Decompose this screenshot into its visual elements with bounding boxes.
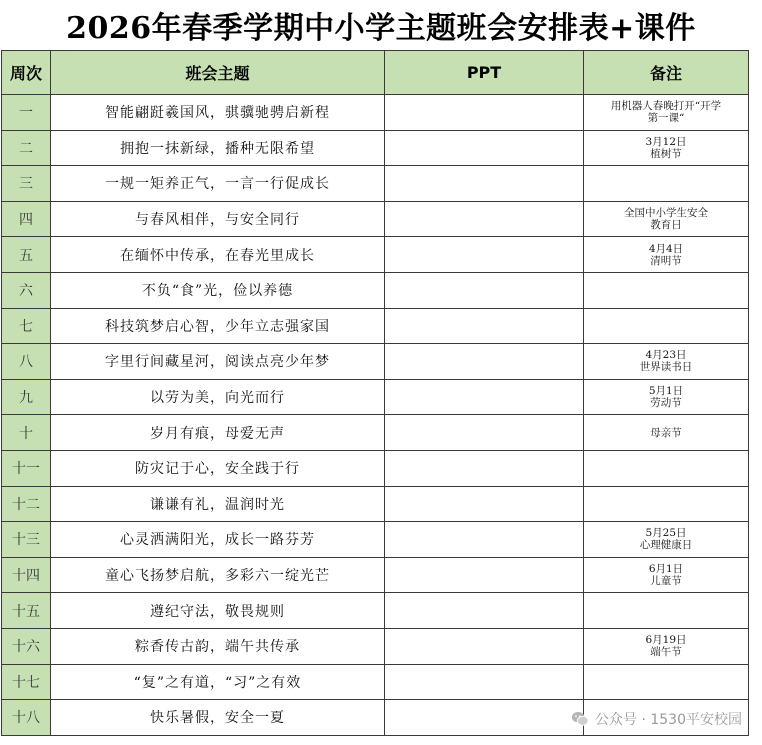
ppt-cell[interactable] <box>385 308 584 344</box>
ppt-cell[interactable] <box>385 272 584 308</box>
theme-cell: 字里行间藏星河，阅读点亮少年梦 <box>51 344 385 380</box>
note-cell <box>584 628 749 664</box>
schedule-table <box>1 50 749 736</box>
ppt-cell[interactable] <box>385 450 584 486</box>
table-row <box>2 237 749 273</box>
theme-cell: 智能翩跹羲国风，骐骥驰骋启新程 <box>51 95 385 131</box>
table-row <box>2 344 749 380</box>
week-cell: 五 <box>2 237 51 273</box>
table-row <box>2 522 749 558</box>
table-row <box>2 450 749 486</box>
note-line: 植树节 <box>650 147 682 160</box>
table-row <box>2 130 749 166</box>
note-cell <box>584 272 749 308</box>
ppt-cell[interactable] <box>385 379 584 415</box>
note-cell <box>584 664 749 700</box>
note-line: 全国中小学生安全 <box>624 207 708 220</box>
header-ppt: PPT <box>385 51 584 95</box>
theme-cell: “复”之有道，“习”之有效 <box>51 664 385 700</box>
table-row <box>2 201 749 237</box>
week-cell: 三 <box>2 166 51 202</box>
page-title: 2026年春季学期中小学主题班会安排表+课件 <box>66 11 696 46</box>
note-line: 5月1日 <box>648 385 684 398</box>
note-line: 儿童节 <box>650 575 682 588</box>
ppt-cell[interactable] <box>385 95 584 131</box>
week-cell: 十五 <box>2 593 51 629</box>
theme-cell: 岁月有痕，母爱无声 <box>51 415 385 451</box>
table-row <box>2 593 749 629</box>
note-cell <box>584 593 749 629</box>
ppt-cell[interactable] <box>385 628 584 664</box>
week-cell: 七 <box>2 308 51 344</box>
note-cell <box>584 344 749 380</box>
week-cell: 十一 <box>2 450 51 486</box>
ppt-cell[interactable] <box>385 557 584 593</box>
week-cell: 四 <box>2 201 51 237</box>
week-cell: 十三 <box>2 522 51 558</box>
ppt-cell[interactable] <box>385 415 584 451</box>
theme-cell: 遵纪守法，敬畏规则 <box>51 593 385 629</box>
note-cell <box>584 486 749 522</box>
note-cell <box>584 557 749 593</box>
note-line: 4月4日 <box>648 242 684 255</box>
note-line: 6月19日 <box>645 634 687 647</box>
ppt-cell[interactable] <box>385 700 584 736</box>
table-row <box>2 415 749 451</box>
ppt-cell[interactable] <box>385 664 584 700</box>
week-cell: 十二 <box>2 486 51 522</box>
table-body <box>2 95 749 736</box>
table-row <box>2 272 749 308</box>
note-cell <box>584 522 749 558</box>
theme-cell: 一规一矩养正气，一言一行促成长 <box>51 166 385 202</box>
week-cell: 十六 <box>2 628 51 664</box>
ppt-cell[interactable] <box>385 166 584 202</box>
theme-cell: 不负“食”光，俭以养德 <box>51 272 385 308</box>
table-row <box>2 486 749 522</box>
note-line: 劳动节 <box>650 397 682 410</box>
note-line: 用机器人春晚打开“开学 <box>610 100 722 113</box>
week-cell: 九 <box>2 379 51 415</box>
ppt-cell[interactable] <box>385 201 584 237</box>
ppt-cell[interactable] <box>385 522 584 558</box>
theme-cell: 在缅怀中传承，在春光里成长 <box>51 237 385 273</box>
note-line: 第一课“ <box>647 112 685 125</box>
note-line: 5月25日 <box>645 527 687 540</box>
theme-cell: 童心飞扬梦启航，多彩六一绽光芒 <box>51 557 385 593</box>
note-line: 3月12日 <box>645 135 687 148</box>
note-line: 6月1日 <box>648 563 684 576</box>
week-cell: 十七 <box>2 664 51 700</box>
table-row <box>2 95 749 131</box>
header-note: 备注 <box>584 51 749 95</box>
table-row <box>2 628 749 664</box>
note-line: 世界读书日 <box>639 361 693 374</box>
week-cell: 二 <box>2 130 51 166</box>
ppt-cell[interactable] <box>385 593 584 629</box>
table-row <box>2 664 749 700</box>
note-cell <box>584 450 749 486</box>
note-cell <box>584 415 749 451</box>
note-line: 母亲节 <box>650 426 682 439</box>
note-line: 心理健康日 <box>639 539 693 552</box>
note-cell <box>584 95 749 131</box>
note-line: 教育日 <box>650 219 682 232</box>
watermark-text: 公众号 · 1530平安校园 <box>595 712 742 728</box>
theme-cell: 以劳为美，向光而行 <box>51 379 385 415</box>
note-line: 4月23日 <box>645 349 687 362</box>
week-cell: 十八 <box>2 700 51 736</box>
ppt-cell[interactable] <box>385 486 584 522</box>
ppt-cell[interactable] <box>385 130 584 166</box>
week-cell: 一 <box>2 95 51 131</box>
theme-cell: 心灵洒满阳光，成长一路芬芳 <box>51 522 385 558</box>
week-cell: 十四 <box>2 557 51 593</box>
ppt-cell[interactable] <box>385 344 584 380</box>
theme-cell: 与春风相伴，与安全同行 <box>51 201 385 237</box>
table-header-row <box>2 51 749 95</box>
table-row <box>2 308 749 344</box>
week-cell: 八 <box>2 344 51 380</box>
theme-cell: 快乐暑假，安全一夏 <box>51 700 385 736</box>
theme-cell: 粽香传古韵，端午共传承 <box>51 628 385 664</box>
note-line: 清明节 <box>650 254 682 267</box>
table-row <box>2 557 749 593</box>
theme-cell: 拥抱一抹新绿，播种无限希望 <box>51 130 385 166</box>
week-cell: 六 <box>2 272 51 308</box>
theme-cell: 防灾记于心，安全践于行 <box>51 450 385 486</box>
table-row <box>2 379 749 415</box>
theme-cell: 谦谦有礼，温润时光 <box>51 486 385 522</box>
note-cell <box>584 130 749 166</box>
table-row <box>2 166 749 202</box>
note-cell <box>584 201 749 237</box>
note-cell <box>584 379 749 415</box>
theme-cell: 科技筑梦启心智，少年立志强家国 <box>51 308 385 344</box>
wechat-icon <box>571 710 589 728</box>
watermark <box>571 709 742 729</box>
week-cell: 十 <box>2 415 51 451</box>
note-cell <box>584 166 749 202</box>
header-week: 周次 <box>2 51 51 95</box>
note-cell <box>584 308 749 344</box>
header-theme: 班会主题 <box>51 51 385 95</box>
ppt-cell[interactable] <box>385 237 584 273</box>
note-cell <box>584 237 749 273</box>
note-line: 端午节 <box>650 646 682 659</box>
